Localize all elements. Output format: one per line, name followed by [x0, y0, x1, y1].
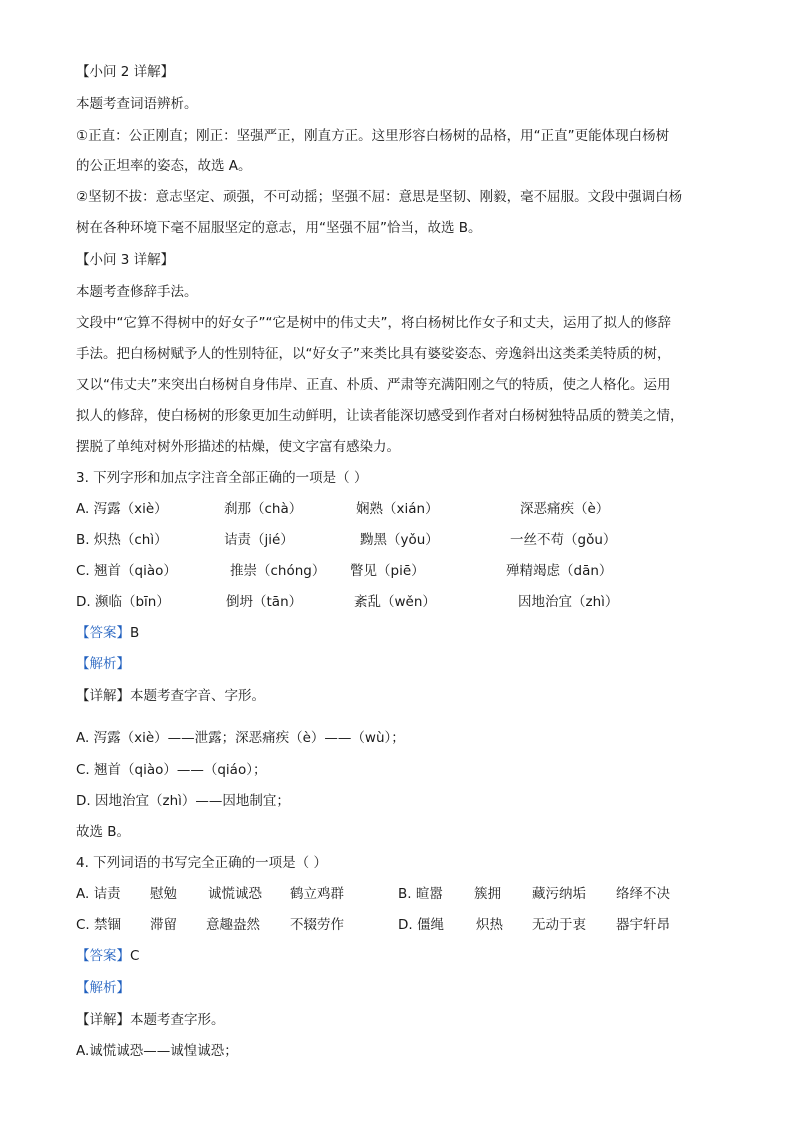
- q4-word: 无动于衷: [532, 917, 586, 933]
- q4-word: A. 诘责: [76, 886, 121, 902]
- q3-option-b: 倒坍（tān）: [226, 594, 303, 610]
- q4-word: 炽热: [476, 917, 503, 933]
- section3-line: 文段中“它算不得树中的好女子”“它是树中的伟丈夫”，将白杨树比作女子和丈夫，运用了拟人的修辞: [76, 315, 671, 331]
- q4-word: 慰勉: [150, 886, 177, 902]
- answer-value: B: [130, 625, 140, 641]
- q3-detail: [76, 686, 265, 706]
- answer-tag: 【答案】: [76, 625, 130, 641]
- section2-intro: 本题考查词语辨析。: [76, 96, 198, 112]
- q4-word: 器宇轩昂: [616, 917, 670, 933]
- q4-word: 意趣盎然: [206, 917, 260, 933]
- q3-question: 3. 下列字形和加点字注音全部正确的一项是（ ）: [76, 470, 368, 486]
- q4-word: D. 僵绳: [398, 917, 444, 933]
- q4-option-row: [76, 915, 716, 935]
- detail-text: 本题考查字形。: [130, 1012, 225, 1028]
- q4-word: 诚慌诚恐: [208, 886, 262, 902]
- q4-analysis-tag: 【解析】: [76, 980, 130, 996]
- section2-p2a: ②坚韧不拔：意志坚定、顽强，不可动摇；坚强不屈：意思是坚韧、刚毅，毫不屈服。文段中强调白杨: [76, 189, 683, 205]
- q3-option-d: 因地治宜（zhì）: [518, 594, 619, 610]
- section3-heading: 【小问 3 详解】: [76, 252, 175, 268]
- q3-option-d: 一丝不苟（gǒu）: [510, 532, 617, 548]
- detail-text: 本题考查字音、字形。: [130, 688, 265, 704]
- q3-option-row: [76, 530, 716, 550]
- q4-word: 藏污纳垢: [532, 886, 586, 902]
- q3-note: A. 泻露（xiè）——泄露；深恶痛疾（è）——（wù）；: [76, 730, 405, 746]
- q4-question: 4. 下列词语的书写完全正确的一项是（ ）: [76, 855, 327, 871]
- q4-word: 鹤立鸡群: [290, 886, 344, 902]
- q3-option-d: 殚精竭虑（dān）: [506, 563, 613, 579]
- q3-option-c: 紊乱（wěn）: [354, 594, 436, 610]
- section2-p2b: 树在各种环境下毫不屈服坚定的意志，用“坚强不屈”恰当，故选 B。: [76, 220, 482, 236]
- q4-word: 不辍劳作: [290, 917, 344, 933]
- q3-option-c: 瞥见（piē）: [350, 563, 425, 579]
- section3-intro: 本题考查修辞手法。: [76, 284, 198, 300]
- section2-heading: 【小问 2 详解】: [76, 64, 175, 80]
- detail-tag: 【详解】: [76, 688, 130, 704]
- section2-p1b: 的公正坦率的姿态，故选 A。: [76, 158, 252, 174]
- q3-note: C. 翘首（qiào）——（qiáo）；: [76, 762, 267, 778]
- q4-word: 滞留: [150, 917, 177, 933]
- q4-word: 络绎不决: [616, 886, 670, 902]
- section3-line: 手法。把白杨树赋予人的性别特征，以“好女子”来类比具有婆娑姿态、旁逸斜出这类柔美特质的树，: [76, 346, 671, 362]
- q3-option-label: C. 翘首（qiào）: [76, 563, 177, 579]
- q3-option-row: [76, 561, 716, 581]
- section2-p1a: ①正直：公正刚直；刚正：坚强严正，刚直方正。这里形容白杨树的品格，用“正直”更能体现白杨树: [76, 128, 670, 144]
- q3-option-b: 诘责（jié）: [224, 532, 294, 548]
- section3-line: 又以“伟丈夫”来突出白杨树自身伟岸、正直、朴质、严肃等充满阳刚之气的特质，使之人格化。运用: [76, 377, 671, 393]
- q3-option-label: A. 泻露（xiè）: [76, 501, 168, 517]
- q3-conclusion: 故选 B。: [76, 824, 131, 840]
- q4-detail: [76, 1010, 225, 1030]
- answer-value: C: [130, 948, 140, 964]
- answer-tag: 【答案】: [76, 948, 130, 964]
- detail-tag: 【详解】: [76, 1012, 130, 1028]
- q3-option-c: 黝黑（yǒu）: [360, 532, 439, 548]
- q4-word: C. 禁锢: [76, 917, 122, 933]
- q4-word: B. 暄嚣: [398, 886, 443, 902]
- q3-option-d: 深恶痛疾（è）: [520, 501, 610, 517]
- q3-option-label: B. 炽热（chì）: [76, 532, 168, 548]
- q4-word: 簇拥: [474, 886, 501, 902]
- q3-option-row: [76, 499, 716, 519]
- q3-option-label: D. 濒临（bīn）: [76, 594, 170, 610]
- q4-option-row: [76, 884, 716, 904]
- q3-option-b: 刹那（chà）: [224, 501, 303, 517]
- q3-answer: [76, 623, 139, 643]
- section3-line: 拟人的修辞，使白杨树的形象更加生动鲜明，让读者能深切感受到作者对白杨树独特品质的赞美之情，: [76, 408, 684, 424]
- q4-answer: [76, 946, 139, 966]
- q3-option-b: 推崇（chóng）: [230, 563, 326, 579]
- q4-note: A.诚慌诚恐——诚惶诚恐；: [76, 1043, 238, 1059]
- q3-option-c: 娴熟（xián）: [356, 501, 439, 517]
- q3-note: D. 因地治宜（zhì）——因地制宜；: [76, 793, 290, 809]
- q3-option-row: [76, 592, 716, 612]
- section3-line: 摆脱了单纯对树外形描述的枯燥，使文字富有感染力。: [76, 439, 400, 455]
- q3-analysis-tag: 【解析】: [76, 656, 130, 672]
